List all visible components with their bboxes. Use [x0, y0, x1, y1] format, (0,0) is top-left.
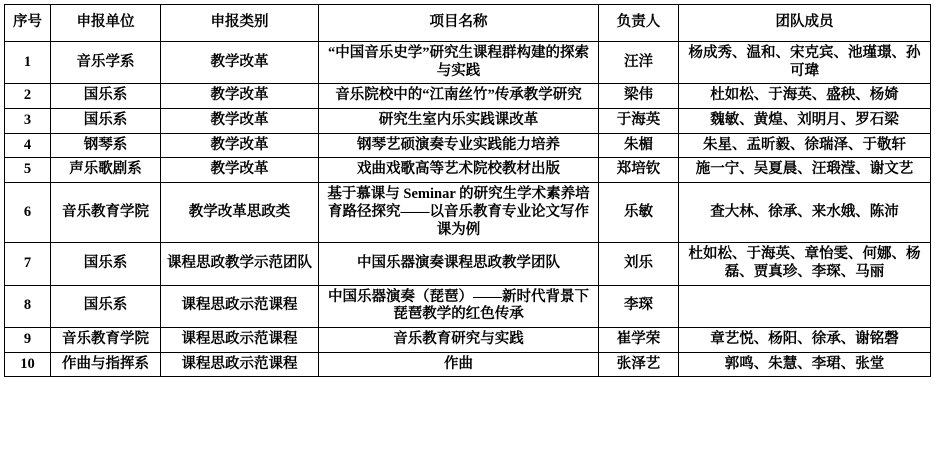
cell-category: 课程思政示范课程: [161, 352, 319, 377]
cell-unit: 作曲与指挥系: [51, 352, 161, 377]
cell-project: 中国乐器演奏课程思政教学团队: [319, 243, 599, 285]
table-row: [5, 109, 931, 134]
cell-leader: 刘乐: [599, 243, 679, 285]
cell-project: 中国乐器演奏（琵琶）——新时代背景下琵琶教学的红色传承: [319, 285, 599, 327]
table-header-row: [5, 5, 931, 42]
cell-project: 戏曲戏歌高等艺术院校教材出版: [319, 158, 599, 183]
cell-members: 施一宁、吴夏晨、汪瑖滢、谢文艺: [679, 158, 931, 183]
table-row: [5, 285, 931, 327]
column-header-members: 团队成员: [679, 5, 931, 42]
cell-leader: 崔学荣: [599, 327, 679, 352]
cell-members: 朱星、盂昕毅、徐瑞泽、于敬轩: [679, 133, 931, 158]
cell-unit: 国乐系: [51, 84, 161, 109]
column-header-index: 序号: [5, 5, 51, 42]
cell-index: 3: [5, 109, 51, 134]
cell-category: 教学改革: [161, 158, 319, 183]
cell-unit: 国乐系: [51, 285, 161, 327]
cell-leader: 于海英: [599, 109, 679, 134]
cell-category: 教学改革: [161, 109, 319, 134]
cell-project: 基于慕课与 Seminar 的研究生学术素养培育路径探究——以音乐教育专业论文写作课为例: [319, 183, 599, 243]
cell-category: 课程思政示范课程: [161, 285, 319, 327]
cell-project: 钢琴艺硕演奏专业实践能力培养: [319, 133, 599, 158]
cell-leader: 张泽艺: [599, 352, 679, 377]
column-header-unit: 申报单位: [51, 5, 161, 42]
cell-unit: 音乐教育学院: [51, 327, 161, 352]
cell-index: 8: [5, 285, 51, 327]
table-row: [5, 42, 931, 84]
cell-index: 5: [5, 158, 51, 183]
cell-index: 4: [5, 133, 51, 158]
cell-members: 杜如松、于海英、章怡雯、何娜、杨磊、贾真珍、李琛、马丽: [679, 243, 931, 285]
cell-category: 教学改革: [161, 84, 319, 109]
table-row: [5, 158, 931, 183]
cell-members: 杜如松、于海英、盛秧、杨婍: [679, 84, 931, 109]
table-row: [5, 243, 931, 285]
column-header-project: 项目名称: [319, 5, 599, 42]
cell-index: 10: [5, 352, 51, 377]
cell-members: 杨成秀、温和、宋克宾、池瑾璟、孙可瑋: [679, 42, 931, 84]
table-row: [5, 352, 931, 377]
cell-index: 7: [5, 243, 51, 285]
cell-unit: 钢琴系: [51, 133, 161, 158]
cell-index: 2: [5, 84, 51, 109]
cell-unit: 国乐系: [51, 243, 161, 285]
cell-unit: 国乐系: [51, 109, 161, 134]
column-header-category: 申报类别: [161, 5, 319, 42]
cell-index: 9: [5, 327, 51, 352]
cell-project: 研究生室内乐实践课改革: [319, 109, 599, 134]
cell-unit: 声乐歌剧系: [51, 158, 161, 183]
cell-members: 查大林、徐承、来水娥、陈沛: [679, 183, 931, 243]
cell-category: 课程思政示范课程: [161, 327, 319, 352]
cell-leader: 朱楣: [599, 133, 679, 158]
table-row: [5, 183, 931, 243]
cell-index: 6: [5, 183, 51, 243]
cell-category: 教学改革: [161, 42, 319, 84]
column-header-leader: 负责人: [599, 5, 679, 42]
cell-project: “中国音乐史学”研究生课程群构建的探索与实践: [319, 42, 599, 84]
cell-project: 作曲: [319, 352, 599, 377]
cell-members: 郭鸣、朱慧、李珺、张堂: [679, 352, 931, 377]
cell-leader: 郑培钦: [599, 158, 679, 183]
cell-index: 1: [5, 42, 51, 84]
table-row: [5, 84, 931, 109]
cell-category: 教学改革: [161, 133, 319, 158]
project-table: [4, 4, 931, 377]
cell-project: 音乐教育研究与实践: [319, 327, 599, 352]
cell-category: 课程思政教学示范团队: [161, 243, 319, 285]
cell-category: 教学改革思政类: [161, 183, 319, 243]
cell-project: 音乐院校中的“江南丝竹”传承教学研究: [319, 84, 599, 109]
cell-unit: 音乐教育学院: [51, 183, 161, 243]
cell-leader: 梁伟: [599, 84, 679, 109]
cell-members: 魏敏、黄煌、刘明月、罗石梁: [679, 109, 931, 134]
cell-unit: 音乐学系: [51, 42, 161, 84]
cell-members: 章艺悦、杨阳、徐承、谢铭磬: [679, 327, 931, 352]
cell-leader: 李琛: [599, 285, 679, 327]
cell-leader: 乐敏: [599, 183, 679, 243]
table-row: [5, 327, 931, 352]
cell-leader: 汪洋: [599, 42, 679, 84]
cell-members: [679, 285, 931, 327]
table-row: [5, 133, 931, 158]
